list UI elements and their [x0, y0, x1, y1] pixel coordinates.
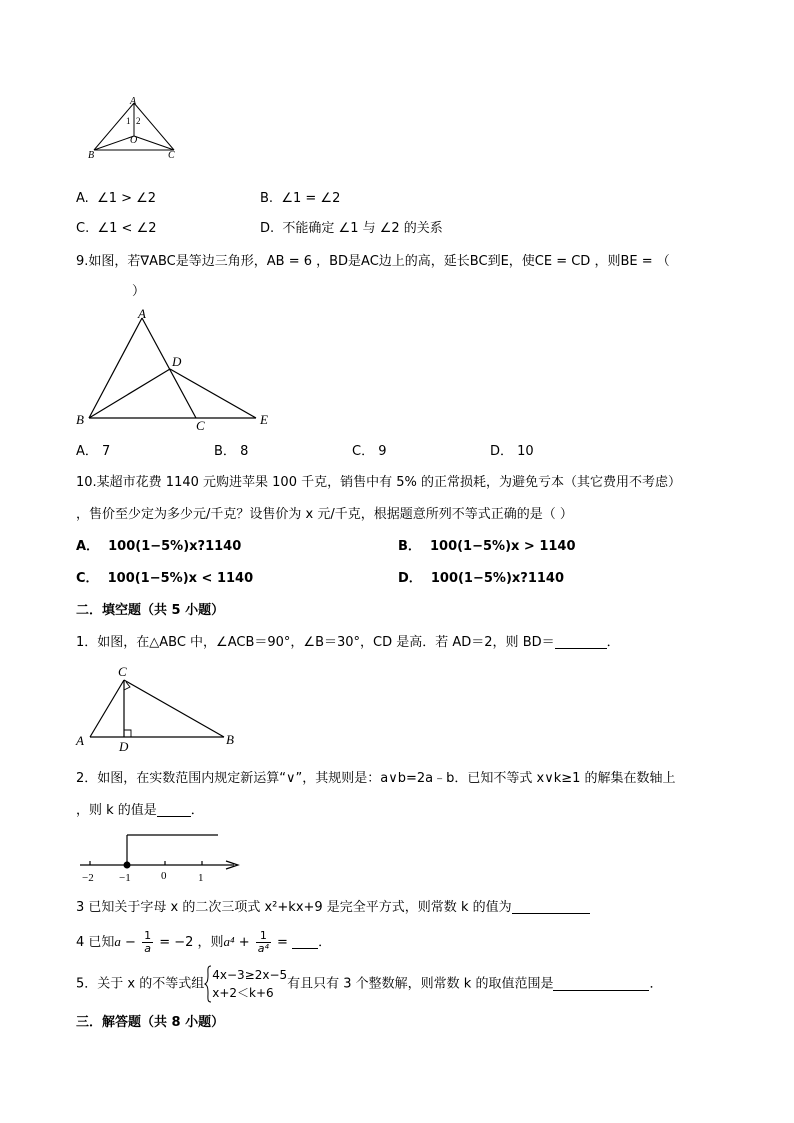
q10-stem-line1: 10.某超市花费 1140 元购进苹果 100 千克，销售中有 5% 的正常损耗，为避免亏本（其它费用不考虑） — [76, 475, 681, 490]
q8-label-1: 1 — [126, 116, 131, 126]
axis-label-neg2: −2 — [82, 872, 94, 884]
fill-4-fraction-1: $\frac{1}{a}$ — [144, 929, 152, 955]
fill-2-stem-line1: 2．如图，在实数范围内规定新运算“∨”，其规则是：a∨b=2a﹣b．已知不等式 x∨k≥1 的解集在数轴上 — [76, 771, 676, 786]
axis-label-neg1: −1 — [119, 872, 131, 884]
q9-stem-line1: 9.如图，若∇ABC是等边三角形，AB = 6 ，BD是AC边上的高，延长BC到E，使CE = CD ，则BE = （ — [76, 254, 670, 269]
q9-label-b: B — [76, 412, 84, 427]
fill-2-blank[interactable] — [157, 802, 191, 817]
fill-1-label-b: B — [226, 732, 234, 747]
q9-stem-line2: ） — [132, 284, 146, 299]
fill-4-stem: 4 已知a − $\frac{1}{a}$ = −2 ，则a⁴ + $\frac{1}{\text{a⁴}}$ = ． — [76, 929, 332, 955]
fill-3-blank[interactable] — [512, 899, 590, 914]
axis-label-0: 0 — [161, 870, 167, 882]
fill-1-blank[interactable] — [555, 634, 607, 649]
fill-1-stem: 1．如图，在△ABC 中，∠ACB＝90°，∠B＝30°，CD 是高．若 AD＝2，则 BD＝ ． — [76, 635, 620, 650]
q8-figure — [80, 94, 190, 164]
q9-figure — [72, 306, 282, 434]
q8-option-c: C. ∠1 < ∠2 — [76, 221, 157, 236]
q10-option-d: D． 100(1−5%)x?1140 — [398, 571, 564, 586]
q10-option-b: B． 100(1−5%)x > 1140 — [398, 539, 576, 554]
fill-4-fraction-2: $\frac{1}{\text{a⁴}}$ — [257, 929, 269, 955]
number-line-solid-point — [124, 862, 131, 869]
q10-stem-line2: ，售价至少定为多少元/千克？设售价为 x 元/千克，根据题意所列不等式正确的是（ ） — [76, 507, 573, 522]
q8-label-a: A — [130, 96, 137, 107]
axis-label-1: 1 — [198, 872, 204, 884]
fill-1-figure — [72, 660, 244, 756]
q8-label-b: B — [88, 150, 95, 161]
q8-label-o: O — [130, 135, 138, 146]
fill-1-label-c: C — [118, 664, 127, 679]
q8-option-d: D. 不能确定 ∠1 与 ∠2 的关系 — [260, 221, 443, 236]
q10-option-a: A． 100(1−5%)x?1140 — [76, 539, 242, 554]
inequality-row-1: 4x−3≥2x−5 — [212, 967, 288, 982]
q9-option-c: C． 9 — [352, 444, 387, 459]
fill-4-blank[interactable] — [292, 934, 318, 949]
q9-option-a: A． 7 — [76, 444, 111, 459]
q9-option-b: B． 8 — [214, 444, 249, 459]
q8-option-b: B. ∠1 = ∠2 — [260, 191, 341, 206]
inequality-system — [204, 964, 287, 1004]
left-brace-icon — [204, 965, 212, 1003]
q9-option-d: D． 10 — [490, 444, 534, 459]
fill-5-blank[interactable] — [553, 976, 649, 991]
fill-5-stem: 5．关于 x 的不等式组 4x−3≥2x−5 x+2＜k+6 有且只有 3 个整数解，则常数 k 的取值范围是 ． — [76, 964, 663, 1005]
q9-label-e: E — [260, 412, 268, 427]
inequality-row-2: x+2＜k+6 — [212, 985, 274, 1000]
q9-label-d: D — [172, 354, 182, 369]
q8-label-2: 2 — [136, 116, 141, 126]
fill-1-label-d: D — [119, 739, 129, 754]
section-2-title: 二．填空题（共 5 小题） — [76, 603, 225, 618]
q9-label-a: A — [138, 306, 146, 321]
fill-3-stem: 3 已知关于字母 x 的二次三项式 x²+kx+9 是完全平方式，则常数 k 的值为 — [76, 899, 590, 917]
number-line — [74, 828, 244, 884]
q10-option-c: C． 100(1−5%)x < 1140 — [76, 571, 254, 586]
fill-1-label-a: A — [76, 733, 84, 748]
q8-label-c: C — [168, 150, 175, 161]
q8-option-a: A. ∠1 > ∠2 — [76, 191, 157, 206]
q9-label-c: C — [196, 418, 205, 433]
fill-2-stem-line2: ，则 k 的值是 ． — [76, 803, 204, 818]
section-3-title: 三．解答题（共 8 小题） — [76, 1015, 225, 1030]
